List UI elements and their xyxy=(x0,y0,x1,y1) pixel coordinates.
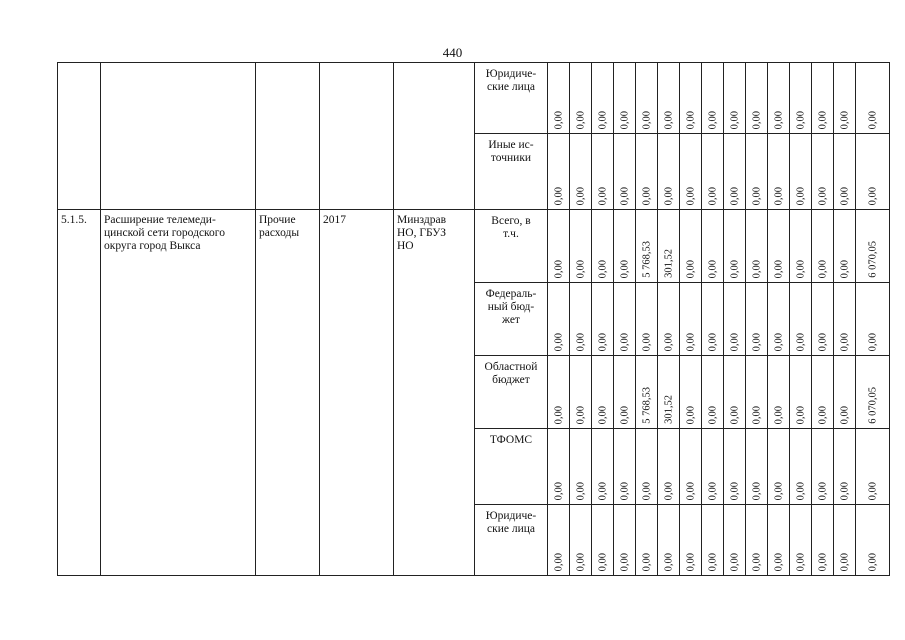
value-text: 0,00 xyxy=(707,481,718,500)
value-text: 0,00 xyxy=(751,110,762,129)
value-cell xyxy=(790,505,812,576)
value-cell xyxy=(702,210,724,283)
value-cell xyxy=(856,505,890,576)
value-text: 0,00 xyxy=(867,481,878,500)
value-cell xyxy=(790,63,812,134)
value-cell xyxy=(636,210,658,283)
empty-cell xyxy=(394,63,475,210)
value-text: 0,00 xyxy=(867,552,878,571)
value-text: 0,00 xyxy=(597,405,608,424)
code-cell-text: 5.1.5. xyxy=(61,214,87,226)
value-cell xyxy=(856,210,890,283)
value-cell xyxy=(768,429,790,505)
value-text: 0,00 xyxy=(553,332,564,351)
value-cell xyxy=(702,63,724,134)
value-cell xyxy=(614,356,636,429)
value-text: 0,00 xyxy=(641,332,652,351)
value-text: 0,00 xyxy=(751,481,762,500)
empty-cell xyxy=(101,63,256,210)
value-cell xyxy=(592,429,614,505)
value-text: 0,00 xyxy=(729,552,740,571)
value-text: 0,00 xyxy=(641,481,652,500)
value-cell xyxy=(856,356,890,429)
year-cell-text: 2017 xyxy=(323,214,346,226)
value-cell xyxy=(724,63,746,134)
value-text: 0,00 xyxy=(685,186,696,205)
value-cell xyxy=(812,283,834,356)
value-text: 0,00 xyxy=(839,110,850,129)
name-cell-text: Расширение телемеди- цинской сети городского округа город Выкса xyxy=(104,214,225,252)
value-cell xyxy=(812,134,834,210)
value-cell xyxy=(834,63,856,134)
value-cell xyxy=(658,283,680,356)
value-text: 301,52 xyxy=(663,395,674,424)
value-text: 0,00 xyxy=(795,552,806,571)
value-text: 0,00 xyxy=(751,186,762,205)
value-cell xyxy=(636,63,658,134)
value-cell xyxy=(636,505,658,576)
value-text: 0,00 xyxy=(773,110,784,129)
empty-cell xyxy=(256,63,320,210)
value-cell xyxy=(570,134,592,210)
source-cell-text: Иные ис- точники xyxy=(488,139,534,164)
value-text: 0,00 xyxy=(619,332,630,351)
value-text: 0,00 xyxy=(575,259,586,278)
value-text: 0,00 xyxy=(729,405,740,424)
value-cell xyxy=(834,429,856,505)
value-text: 0,00 xyxy=(839,186,850,205)
value-text: 0,00 xyxy=(641,552,652,571)
value-text: 6 070,05 xyxy=(867,387,878,424)
value-cell xyxy=(548,429,570,505)
value-text: 0,00 xyxy=(685,481,696,500)
value-text: 0,00 xyxy=(641,110,652,129)
value-text: 0,00 xyxy=(729,332,740,351)
value-text: 0,00 xyxy=(773,332,784,351)
value-cell xyxy=(592,210,614,283)
value-cell xyxy=(856,134,890,210)
value-cell xyxy=(768,505,790,576)
source-cell xyxy=(475,210,548,283)
source-cell-text: Юридиче- ские лица xyxy=(485,68,537,93)
value-text: 0,00 xyxy=(663,552,674,571)
value-cell xyxy=(812,63,834,134)
value-cell xyxy=(614,505,636,576)
empty-cell xyxy=(320,63,394,210)
value-cell xyxy=(680,210,702,283)
value-text: 0,00 xyxy=(751,259,762,278)
value-cell xyxy=(658,210,680,283)
value-text: 0,00 xyxy=(817,259,828,278)
value-text: 0,00 xyxy=(597,552,608,571)
page-number: 440 xyxy=(442,45,463,60)
code-cell xyxy=(58,210,101,576)
value-cell xyxy=(570,429,592,505)
executor-cell-text: Минздрав НО, ГБУЗ НО xyxy=(397,214,447,252)
source-cell xyxy=(475,505,548,576)
value-text: 0,00 xyxy=(707,259,718,278)
table-row xyxy=(58,210,890,283)
value-cell xyxy=(614,210,636,283)
value-text: 0,00 xyxy=(795,110,806,129)
value-text: 0,00 xyxy=(619,552,630,571)
value-text: 0,00 xyxy=(795,405,806,424)
value-text: 0,00 xyxy=(641,186,652,205)
value-text: 0,00 xyxy=(553,186,564,205)
value-cell xyxy=(614,134,636,210)
value-cell xyxy=(724,505,746,576)
source-cell xyxy=(475,283,548,356)
value-cell xyxy=(636,356,658,429)
value-text: 0,00 xyxy=(553,405,564,424)
value-cell xyxy=(790,134,812,210)
value-text: 0,00 xyxy=(619,186,630,205)
source-cell-text: Федераль- ный бюд- жет xyxy=(485,288,537,326)
value-cell xyxy=(570,505,592,576)
value-text: 0,00 xyxy=(553,481,564,500)
value-text: 0,00 xyxy=(663,481,674,500)
value-cell xyxy=(548,356,570,429)
value-text: 0,00 xyxy=(553,259,564,278)
value-text: 0,00 xyxy=(597,332,608,351)
value-text: 0,00 xyxy=(751,332,762,351)
value-text: 0,00 xyxy=(685,405,696,424)
value-text: 0,00 xyxy=(707,332,718,351)
value-cell xyxy=(636,134,658,210)
value-text: 5 768,53 xyxy=(641,387,652,424)
value-cell xyxy=(834,283,856,356)
value-text: 0,00 xyxy=(839,552,850,571)
value-text: 0,00 xyxy=(867,186,878,205)
value-cell xyxy=(702,134,724,210)
value-text: 0,00 xyxy=(575,186,586,205)
value-cell xyxy=(790,210,812,283)
table-row xyxy=(58,63,890,134)
value-cell xyxy=(680,63,702,134)
value-cell xyxy=(724,283,746,356)
value-cell xyxy=(702,429,724,505)
value-text: 0,00 xyxy=(817,405,828,424)
value-cell xyxy=(812,356,834,429)
value-cell xyxy=(614,63,636,134)
source-cell xyxy=(475,356,548,429)
value-text: 0,00 xyxy=(817,332,828,351)
value-cell xyxy=(570,63,592,134)
value-cell xyxy=(856,63,890,134)
value-cell xyxy=(746,63,768,134)
value-text: 0,00 xyxy=(707,186,718,205)
value-text: 0,00 xyxy=(839,481,850,500)
value-text: 0,00 xyxy=(619,405,630,424)
year-cell xyxy=(320,210,394,576)
source-cell xyxy=(475,134,548,210)
value-cell xyxy=(614,429,636,505)
value-cell xyxy=(548,63,570,134)
source-cell-text: ТФОМС xyxy=(489,434,533,446)
value-cell xyxy=(658,63,680,134)
source-cell xyxy=(475,429,548,505)
value-cell xyxy=(636,283,658,356)
value-cell xyxy=(702,356,724,429)
value-cell xyxy=(746,283,768,356)
value-text: 0,00 xyxy=(795,481,806,500)
value-cell xyxy=(680,134,702,210)
value-cell xyxy=(790,429,812,505)
value-text: 0,00 xyxy=(817,186,828,205)
value-text: 0,00 xyxy=(707,405,718,424)
value-text: 0,00 xyxy=(597,186,608,205)
value-text: 0,00 xyxy=(597,110,608,129)
value-text: 0,00 xyxy=(575,110,586,129)
value-cell xyxy=(570,283,592,356)
value-text: 0,00 xyxy=(663,186,674,205)
value-text: 0,00 xyxy=(773,405,784,424)
value-text: 6 070,05 xyxy=(867,241,878,278)
value-text: 0,00 xyxy=(751,405,762,424)
value-text: 0,00 xyxy=(575,332,586,351)
name-cell xyxy=(101,210,256,576)
value-text: 0,00 xyxy=(553,552,564,571)
value-text: 0,00 xyxy=(685,259,696,278)
value-text: 0,00 xyxy=(795,186,806,205)
value-cell xyxy=(592,134,614,210)
value-cell xyxy=(592,356,614,429)
value-cell xyxy=(548,210,570,283)
value-text: 0,00 xyxy=(707,552,718,571)
value-text: 0,00 xyxy=(751,552,762,571)
value-text: 0,00 xyxy=(839,259,850,278)
value-text: 0,00 xyxy=(575,405,586,424)
value-cell xyxy=(768,134,790,210)
value-cell xyxy=(812,429,834,505)
value-text: 0,00 xyxy=(685,552,696,571)
value-cell xyxy=(614,283,636,356)
value-cell xyxy=(658,505,680,576)
value-text: 0,00 xyxy=(597,481,608,500)
value-cell xyxy=(658,356,680,429)
value-text: 0,00 xyxy=(867,332,878,351)
value-text: 0,00 xyxy=(817,481,828,500)
value-text: 0,00 xyxy=(729,481,740,500)
value-cell xyxy=(702,283,724,356)
value-cell xyxy=(834,356,856,429)
value-cell xyxy=(658,134,680,210)
value-text: 0,00 xyxy=(773,481,784,500)
value-text: 0,00 xyxy=(575,481,586,500)
value-text: 0,00 xyxy=(729,186,740,205)
value-text: 0,00 xyxy=(839,405,850,424)
expense-type-cell xyxy=(256,210,320,576)
value-text: 0,00 xyxy=(575,552,586,571)
value-text: 0,00 xyxy=(817,552,828,571)
value-cell xyxy=(768,63,790,134)
source-cell xyxy=(475,63,548,134)
value-cell xyxy=(834,210,856,283)
value-cell xyxy=(724,429,746,505)
value-text: 0,00 xyxy=(663,332,674,351)
value-cell xyxy=(636,429,658,505)
value-cell xyxy=(548,505,570,576)
value-cell xyxy=(856,283,890,356)
value-cell xyxy=(746,505,768,576)
value-cell xyxy=(680,356,702,429)
value-cell xyxy=(746,134,768,210)
value-cell xyxy=(592,63,614,134)
value-text: 0,00 xyxy=(867,110,878,129)
value-cell xyxy=(548,134,570,210)
value-cell xyxy=(724,356,746,429)
budget-table xyxy=(57,62,890,576)
value-cell xyxy=(746,210,768,283)
value-cell xyxy=(702,505,724,576)
value-cell xyxy=(724,134,746,210)
value-text: 0,00 xyxy=(685,110,696,129)
value-cell xyxy=(680,429,702,505)
value-text: 5 768,53 xyxy=(641,241,652,278)
expense-type-cell-text: Прочие расходы xyxy=(259,214,300,239)
value-text: 0,00 xyxy=(619,259,630,278)
value-text: 0,00 xyxy=(817,110,828,129)
value-text: 0,00 xyxy=(795,259,806,278)
value-cell xyxy=(790,283,812,356)
value-text: 0,00 xyxy=(619,481,630,500)
value-text: 0,00 xyxy=(795,332,806,351)
value-cell xyxy=(724,210,746,283)
value-cell xyxy=(592,505,614,576)
value-cell xyxy=(834,505,856,576)
value-text: 0,00 xyxy=(553,110,564,129)
empty-cell xyxy=(58,63,101,210)
value-cell xyxy=(768,210,790,283)
value-cell xyxy=(570,210,592,283)
value-cell xyxy=(834,134,856,210)
value-cell xyxy=(746,356,768,429)
value-text: 0,00 xyxy=(729,259,740,278)
value-cell xyxy=(658,429,680,505)
value-text: 0,00 xyxy=(773,186,784,205)
value-cell xyxy=(746,429,768,505)
value-text: 0,00 xyxy=(773,552,784,571)
value-cell xyxy=(548,283,570,356)
value-cell xyxy=(856,429,890,505)
value-cell xyxy=(768,283,790,356)
value-cell xyxy=(680,505,702,576)
source-cell-text: Областной бюджет xyxy=(484,361,538,386)
value-text: 0,00 xyxy=(729,110,740,129)
value-cell xyxy=(790,356,812,429)
value-cell xyxy=(812,210,834,283)
value-text: 0,00 xyxy=(663,110,674,129)
source-cell-text: Юридиче- ские лица xyxy=(485,510,537,535)
value-cell xyxy=(570,356,592,429)
value-cell xyxy=(768,356,790,429)
value-text: 0,00 xyxy=(619,110,630,129)
value-cell xyxy=(812,505,834,576)
value-text: 0,00 xyxy=(707,110,718,129)
value-text: 0,00 xyxy=(597,259,608,278)
value-cell xyxy=(592,283,614,356)
source-cell-text: Всего, в т.ч. xyxy=(491,215,531,240)
executor-cell xyxy=(394,210,475,576)
value-text: 0,00 xyxy=(839,332,850,351)
value-text: 0,00 xyxy=(685,332,696,351)
value-text: 0,00 xyxy=(773,259,784,278)
value-text: 301,52 xyxy=(663,249,674,278)
value-cell xyxy=(680,283,702,356)
